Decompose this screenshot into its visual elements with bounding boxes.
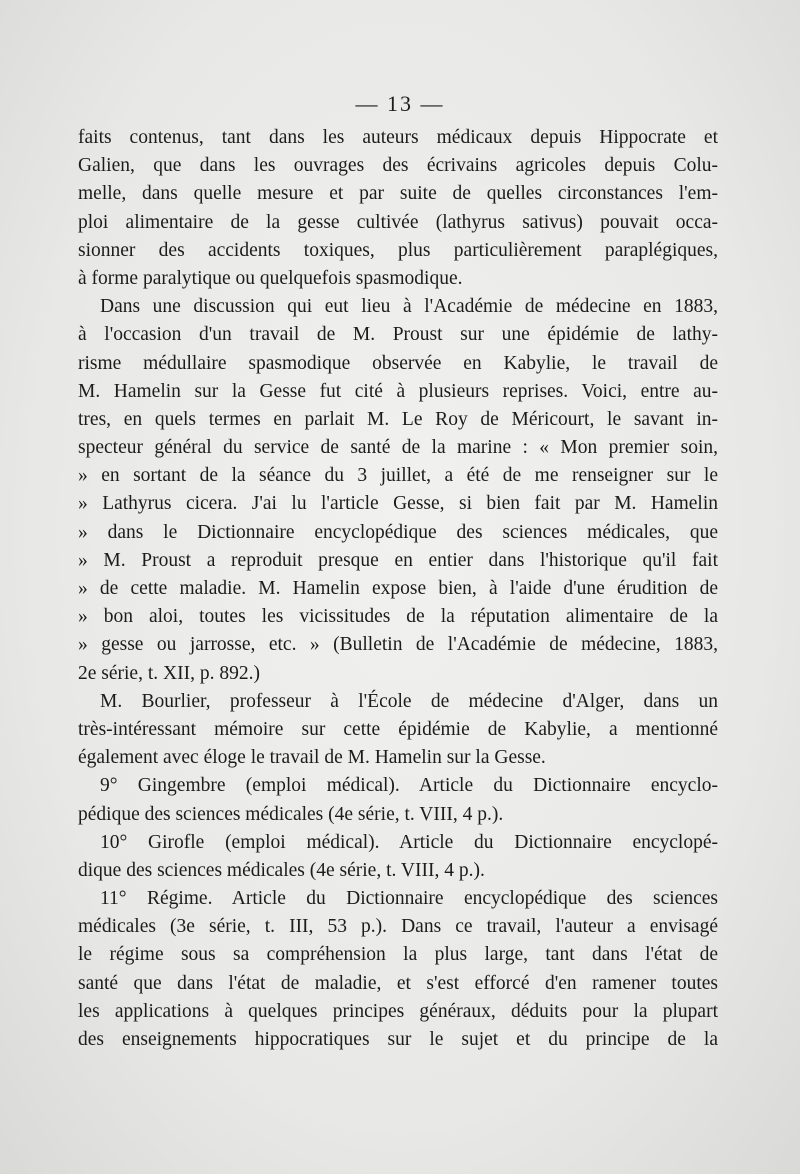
text-line: 10° Girofle (emploi médical). Article du Dictionnaire encyclopé-	[100, 831, 718, 853]
text-line: 11° Régime. Article du Dictionnaire encyclopédique des sciences	[100, 888, 718, 910]
text-line: faits contenus, tant dans les auteurs médicaux depuis Hippocrate et	[78, 127, 718, 148]
text-line: M. Hamelin sur la Gesse fut cité à plusieurs reprises. Voici, entre au-	[78, 380, 718, 402]
text-line: à forme paralytique ou quelquefois spasmodique.	[78, 267, 463, 289]
text-line: M. Bourlier, professeur à l'École de médecine d'Alger, dans un	[100, 690, 718, 712]
text-line: » Lathyrus cicera. J'ai lu l'article Gesse, si bien fait par M. Hamelin	[78, 493, 718, 515]
text-line: les applications à quelques principes généraux, déduits pour la plupart	[78, 1000, 718, 1022]
text-line: pédique des sciences médicales (4e série, t. VIII, 4 p.).	[78, 803, 504, 825]
text-line: dique des sciences médicales (4e série, t. VIII, 4 p.).	[78, 859, 485, 881]
text-line: risme médullaire spasmodique observée en Kabylie, le travail de	[78, 352, 718, 374]
text-line: sionner des accidents toxiques, plus particulièrement paraplégiques,	[78, 239, 718, 261]
text-line: ploi alimentaire de la gesse cultivée (lathyrus sativus) pouvait occa-	[78, 211, 718, 233]
text-line: » gesse ou jarrosse, etc. » (Bulletin de l'Académie de médecine, 1883,	[78, 634, 718, 656]
text-line: tres, en quels termes en parlait M. Le Roy de Méricourt, le savant in-	[78, 408, 718, 430]
text-line: également avec éloge le travail de M. Hamelin sur la Gesse.	[78, 747, 546, 769]
text-line: santé que dans l'état de maladie, et s'est efforcé d'en ramener toutes	[78, 972, 718, 994]
text-line: » dans le Dictionnaire encyclopédique des sciences médicales, que	[78, 521, 718, 543]
text-line: médicales (3e série, t. III, 53 p.). Dans ce travail, l'auteur a envisagé	[78, 916, 718, 938]
text-line: le régime sous sa compréhension la plus large, tant dans l'état de	[78, 944, 718, 966]
body-text	[78, 124, 718, 1054]
text-line: » M. Proust a reproduit presque en entier dans l'historique qu'il fait	[78, 549, 718, 571]
text-line: » en sortant de la séance du 3 juillet, a été de me renseigner sur le	[78, 465, 718, 487]
text-line: Galien, que dans les ouvrages des écrivains agricoles depuis Colu-	[78, 155, 718, 177]
text-line: 2e série, t. XII, p. 892.)	[78, 662, 260, 684]
text-line: » de cette maladie. M. Hamelin expose bien, à l'aide d'une érudition de	[78, 578, 718, 599]
text-line: des enseignements hippocratiques sur le sujet et du principe de la	[78, 1029, 718, 1050]
text-line: specteur général du service de santé de la marine : « Mon premier soin,	[78, 437, 718, 459]
page-number: — 13 —	[355, 91, 445, 116]
text-line: 9° Gingembre (emploi médical). Article du Dictionnaire encyclo-	[100, 775, 718, 797]
text-line: Dans une discussion qui eut lieu à l'Académie de médecine en 1883,	[100, 296, 718, 318]
text-line: » bon aloi, toutes les vicissitudes de la réputation alimentaire de la	[78, 606, 718, 628]
text-line: à l'occasion d'un travail de M. Proust sur une épidémie de lathy-	[78, 324, 718, 346]
text-line: melle, dans quelle mesure et par suite de quelles circonstances l'em-	[78, 183, 718, 205]
text-line: très-intéressant mémoire sur cette épidémie de Kabylie, a mentionné	[78, 718, 718, 740]
